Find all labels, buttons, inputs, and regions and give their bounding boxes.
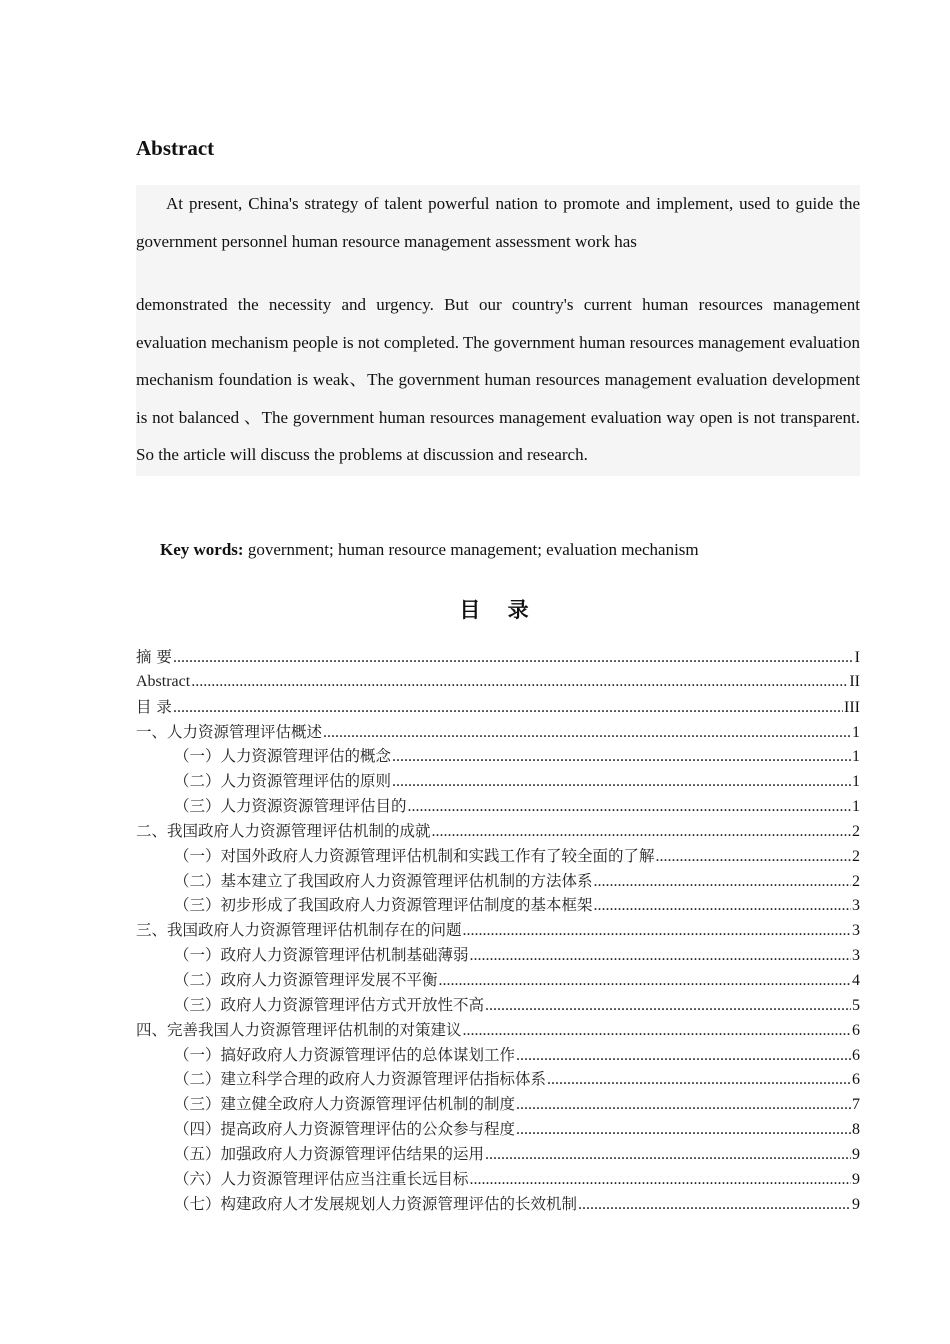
toc-entry[interactable] [136, 1142, 860, 1167]
toc-leader-dots [392, 770, 851, 794]
abstract-line: guide the government personnel human resource management assessment work has [136, 194, 861, 251]
toc-entry-page: 5 [852, 996, 860, 1014]
toc-leader-dots [173, 646, 854, 670]
toc-entry[interactable] [136, 769, 860, 794]
toc-entry-page: 3 [852, 947, 860, 965]
toc-entry-title: （一）政府人力资源管理评估机制基础薄弱 [174, 946, 469, 965]
toc-entry-page: III [844, 698, 860, 716]
toc-entry-title: （六）人力资源管理评估应当注重长远目标 [174, 1169, 469, 1188]
toc-leader-dots [392, 745, 851, 769]
toc-entry-title: （二）建立科学合理的政府人力资源管理评估指标体系 [174, 1070, 547, 1089]
toc-leader-dots [516, 1093, 851, 1117]
toc-leader-dots [485, 1143, 851, 1167]
toc-entry-page: 9 [852, 1170, 860, 1188]
abstract-heading: Abstract [136, 136, 215, 160]
toc-entry[interactable] [136, 794, 860, 819]
toc-entry-page: 6 [852, 1071, 860, 1089]
toc-entry-page: 1 [852, 723, 860, 741]
toc-entry-title: 目 录 [136, 697, 172, 716]
toc-entry[interactable] [136, 993, 860, 1018]
toc-entry[interactable] [136, 1167, 860, 1192]
keywords-line [160, 540, 699, 560]
toc-leader-dots [191, 670, 848, 695]
toc-leader-dots [439, 969, 851, 993]
toc-entry-title: （三）初步形成了我国政府人力资源管理评估制度的基本框架 [174, 896, 593, 915]
toc-entry-page: 8 [852, 1121, 860, 1139]
toc-leader-dots [594, 870, 851, 894]
abstract-line: resources management evaluation mechanism foundation is weak、The government human [136, 332, 860, 389]
abstract-line: resources management evaluation way open is not transparent. So the article will discuss the [136, 407, 861, 464]
abstract-line: problems at discussion and research. [339, 445, 588, 464]
toc-leader-dots [432, 820, 851, 844]
abstract-line: At present, China's strategy of talent powerful nation to promote and implement, used to [166, 194, 790, 213]
toc-entry-page: 2 [852, 847, 860, 865]
toc-entry-page: 7 [852, 1096, 860, 1114]
abstract-line: management evaluation mechanism people is not completed. The government human [136, 295, 860, 352]
toc-entry[interactable] [136, 1117, 860, 1142]
toc-entry-title: （二）人力资源管理评估的原则 [174, 772, 392, 791]
toc-entry-title: 二、我国政府人力资源管理评估机制的成就 [136, 821, 431, 840]
toc-entry[interactable] [136, 744, 860, 769]
toc-entry[interactable] [136, 943, 860, 968]
toc-entry[interactable] [136, 869, 860, 894]
toc-entry-page: 2 [852, 822, 860, 840]
toc-entry-page: 6 [852, 1021, 860, 1039]
toc-entry[interactable] [136, 1092, 860, 1117]
toc-leader-dots [463, 1019, 851, 1043]
toc-entry-page: 2 [852, 872, 860, 890]
toc-entry[interactable] [136, 670, 860, 695]
toc-entry[interactable] [136, 1018, 860, 1043]
toc-leader-dots [485, 994, 851, 1018]
toc-leader-dots [463, 919, 851, 943]
toc-entry-page: 3 [852, 897, 860, 915]
toc-entry-title: （三）人力资源资源管理评估目的 [174, 797, 407, 816]
toc-entry[interactable] [136, 1192, 860, 1217]
toc-entry-title: （二）基本建立了我国政府人力资源管理评估机制的方法体系 [174, 871, 593, 890]
toc-entry-title: 三、我国政府人力资源管理评估机制存在的问题 [136, 921, 462, 940]
toc-leader-dots [578, 1193, 851, 1217]
keywords-label: Key words: [160, 540, 244, 559]
toc-entry[interactable] [136, 695, 860, 720]
toc-entry[interactable] [136, 968, 860, 993]
toc-leader-dots [470, 1168, 851, 1192]
toc-entry[interactable] [136, 819, 860, 844]
toc-entry[interactable] [136, 1043, 860, 1068]
toc-leader-dots [594, 894, 851, 918]
toc-leader-dots [408, 795, 851, 819]
toc-entry-page: 9 [852, 1145, 860, 1163]
toc-leader-dots [656, 845, 851, 869]
toc-entry-page: 3 [852, 922, 860, 940]
toc-entry-title: （七）构建政府人才发展规划人力资源管理评估的长效机制 [174, 1194, 578, 1213]
toc-entry-page: 1 [852, 798, 860, 816]
toc-entry[interactable] [136, 645, 860, 670]
toc-entry-page: 9 [852, 1195, 860, 1213]
toc-entry[interactable] [136, 720, 860, 745]
toc-entry[interactable] [136, 1067, 860, 1092]
toc-entry-title: （一）对国外政府人力资源管理评估机制和实践工作有了较全面的了解 [174, 846, 655, 865]
toc-entry-page: 1 [852, 748, 860, 766]
toc-leader-dots [173, 696, 843, 720]
toc-entry-title: 一、人力资源管理评估概述 [136, 722, 323, 741]
toc-entry-title: Abstract [136, 672, 191, 690]
toc-entry-title: （五）加强政府人力资源管理评估结果的运用 [174, 1144, 485, 1163]
toc-entry-title: （四）提高政府人力资源管理评估的公众参与程度 [174, 1120, 516, 1139]
toc-entry-title: （一）人力资源管理评估的概念 [174, 747, 392, 766]
toc-entry[interactable] [136, 844, 860, 869]
toc-title: 目 录 [459, 598, 539, 622]
toc-entry[interactable] [136, 893, 860, 918]
toc-leader-dots [547, 1068, 851, 1092]
toc-entry-page: 1 [852, 773, 860, 791]
abstract-line: demonstrated the necessity and urgency. But our country's current human resources [136, 295, 763, 314]
keywords-text: government; human resource management; evaluation mechanism [243, 540, 699, 559]
toc-entry-title: 四、完善我国人力资源管理评估机制的对策建议 [136, 1020, 462, 1039]
toc-entry-page: 6 [852, 1046, 860, 1064]
toc-entry-page: 4 [852, 971, 860, 989]
table-of-contents [136, 645, 860, 1216]
toc-entry-title: （三）政府人力资源管理评估方式开放性不高 [174, 995, 485, 1014]
toc-entry[interactable] [136, 918, 860, 943]
abstract-line: resources management evaluation development is not balanced 、The government human [136, 370, 861, 427]
toc-entry-page: I [854, 649, 860, 666]
abstract-body [136, 185, 860, 476]
toc-entry-page: II [849, 672, 860, 690]
toc-entry-title: （二）政府人力资源管理评发展不平衡 [174, 970, 438, 989]
toc-entry-title: （一）搞好政府人力资源管理评估的总体谋划工作 [174, 1045, 516, 1064]
toc-leader-dots [470, 944, 851, 968]
toc-entry-title: 摘 要 [136, 648, 172, 666]
toc-leader-dots [516, 1118, 851, 1142]
toc-leader-dots [516, 1044, 851, 1068]
toc-leader-dots [323, 721, 851, 745]
toc-entry-title: （三）建立健全政府人力资源管理评估机制的制度 [174, 1095, 516, 1114]
